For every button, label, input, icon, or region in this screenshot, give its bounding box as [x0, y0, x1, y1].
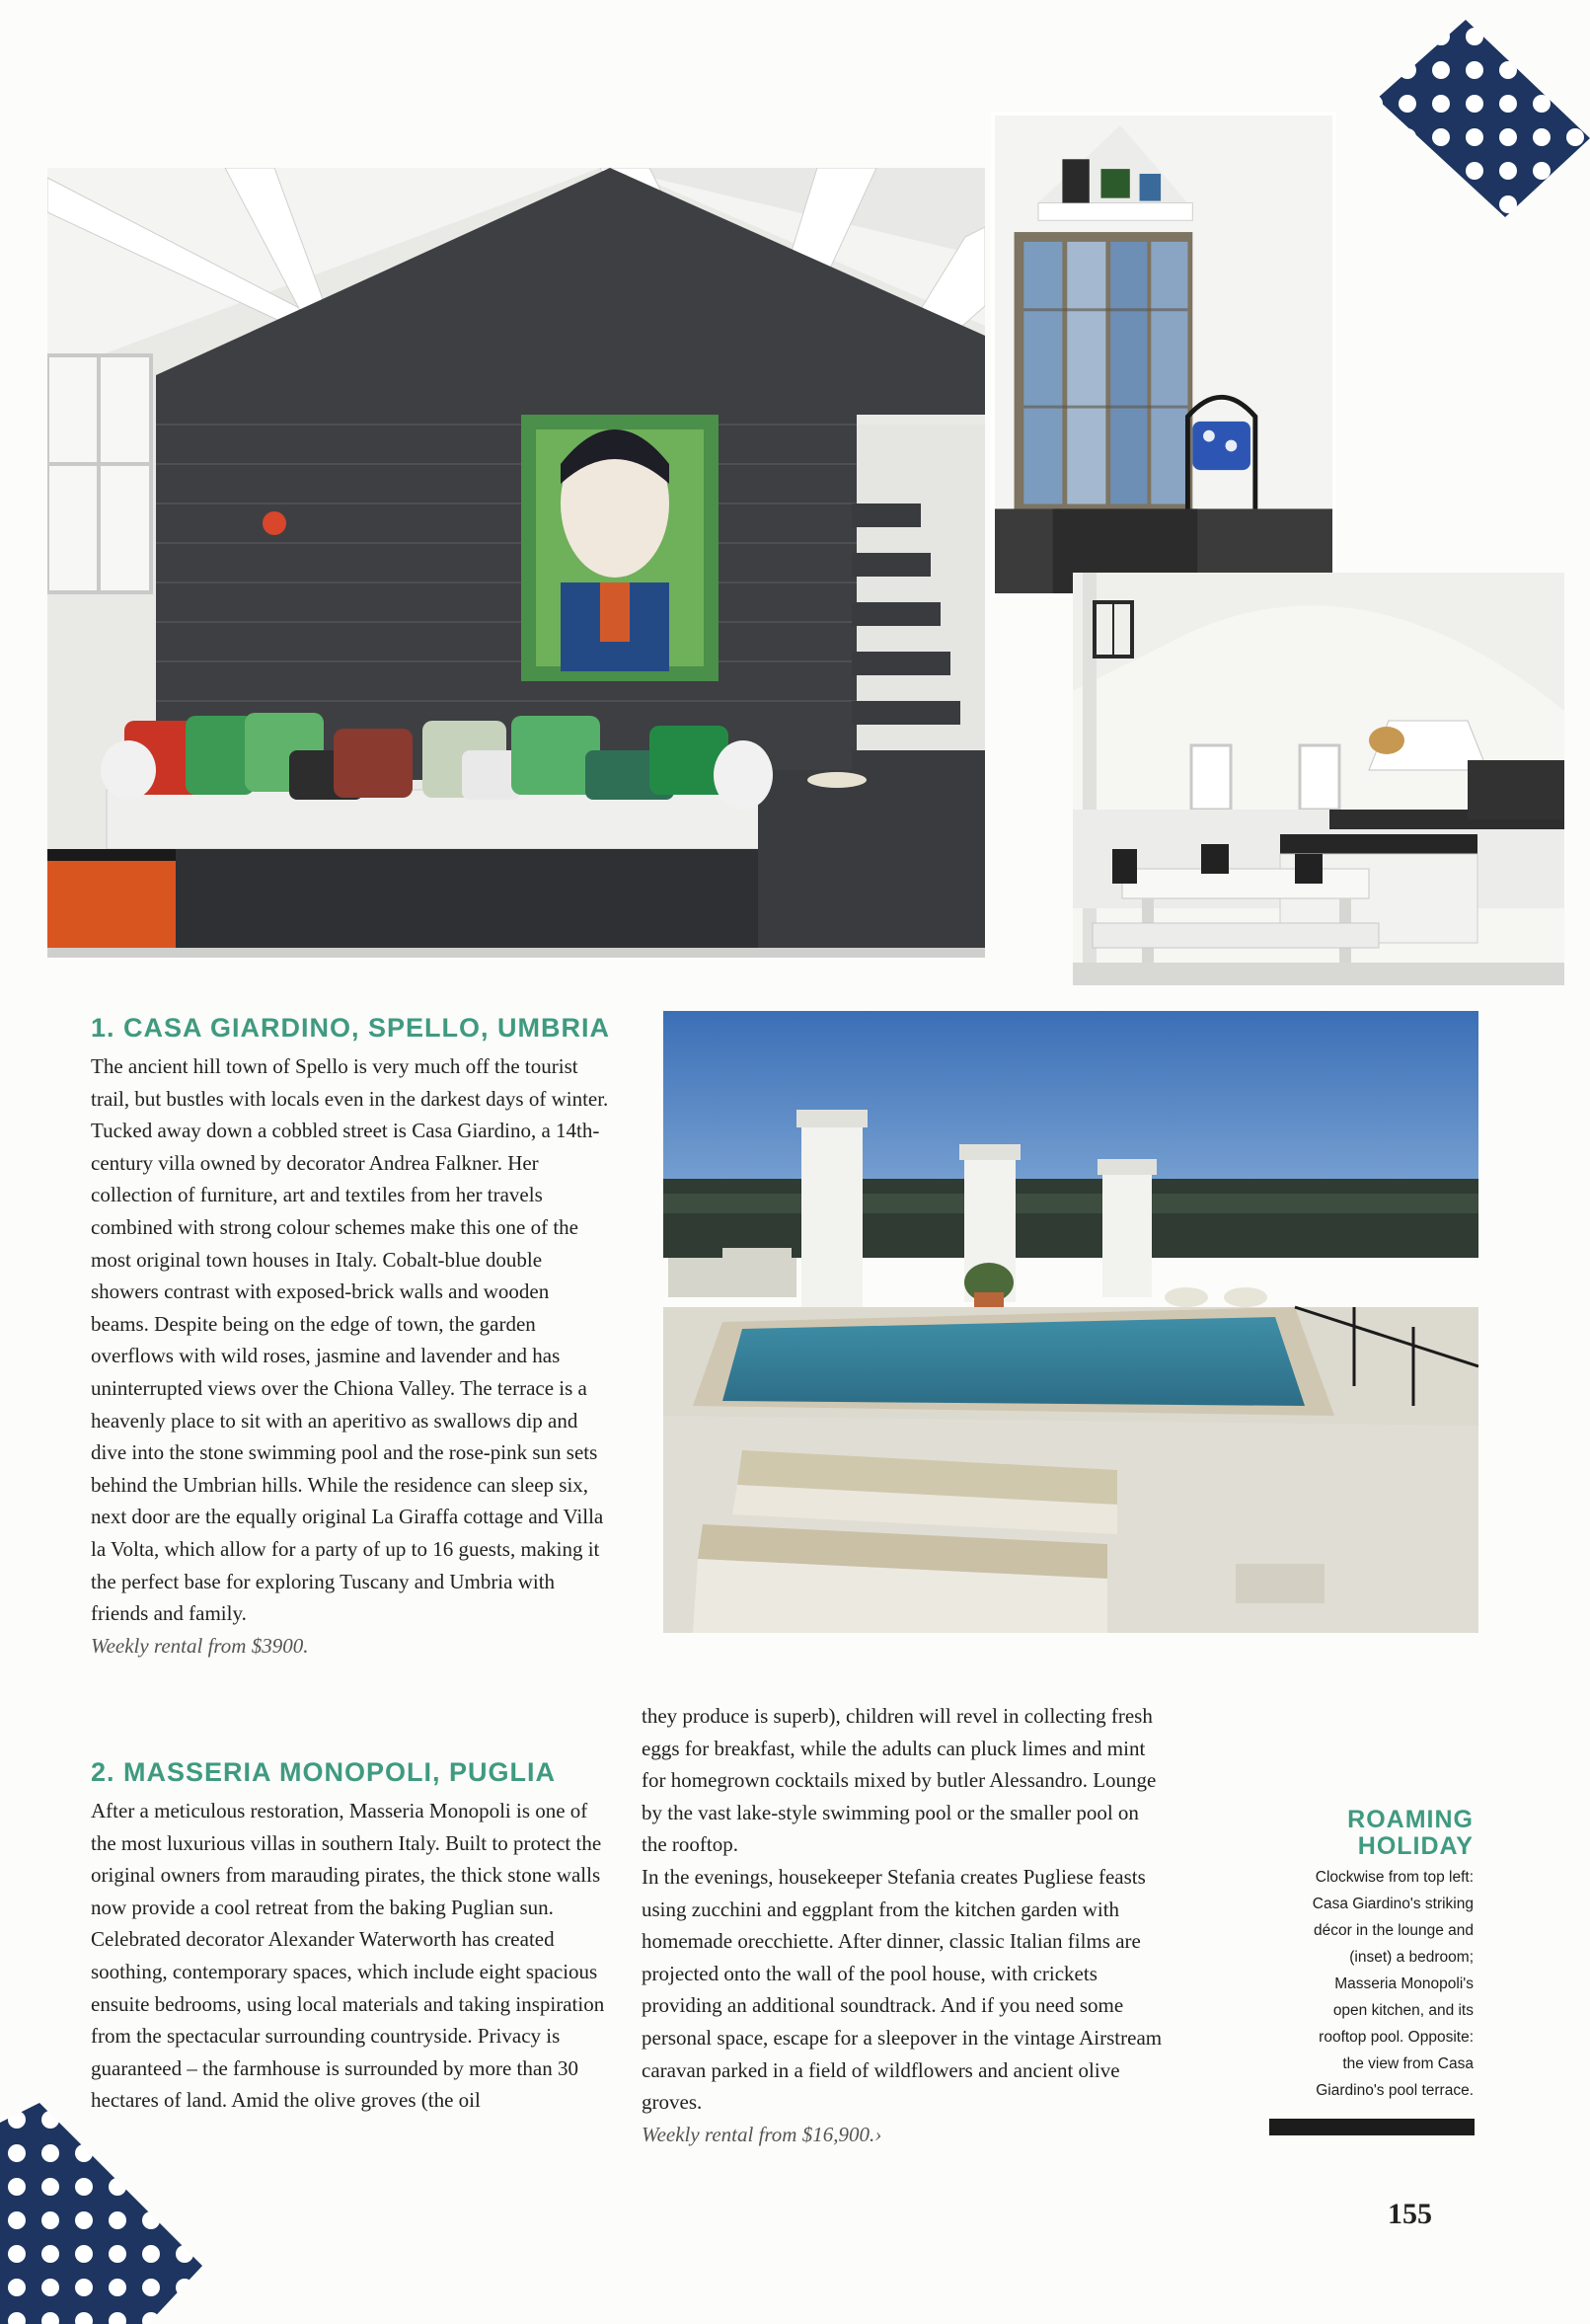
section-body — [91, 1050, 609, 1662]
rooftop-pool-photo — [663, 1011, 1478, 1633]
section-heading: 1. CASA GIARDINO, SPELLO, UMBRIA — [91, 1013, 611, 1043]
section-heading: 2. MASSERIA MONOPOLI, PUGLIA — [91, 1757, 557, 1787]
sidebar-divider-bar — [1269, 2119, 1475, 2135]
bedroom-inset-photo — [991, 112, 1336, 597]
caption-line: open kitchen, and its — [1332, 2002, 1474, 2019]
kitchen-photo — [1073, 573, 1564, 985]
sidebar-title-line: ROAMING — [1347, 1806, 1474, 1833]
caption-line: (inset) a bedroom; — [1349, 1949, 1474, 1966]
section-body — [91, 1795, 609, 2117]
page-number: 155 — [1388, 2198, 1432, 2230]
lounge-photo — [47, 168, 985, 958]
body-paragraph: The ancient hill town of Spello is very much off the tourist trail, but bustles with locals even in the darkest days of winter. Tucked away down a cobbled street is Casa Giardino, a 14th-century villa owned by decorator Andrea Falkner. Her collection of furniture, art and textiles from her travels combined with strong colour schemes make this one of the most original town houses in Italy. Cobalt-blue double showers contrast with exposed-brick walls and wooden beams. Despite being on the edge of town, the garden overflows with wild roses, jasmine and lavender and has uninterrupted views over the Chiona Valley. The terrace is a heavenly place to sit with an aperitivo as swallows dip and dive into the stone swimming pool and the rose-pink sun sets behind the Umbrian hills. While the residence can sleep six, next door are the equally original La Giraffa cottage and Villa la Volta, which allow for a party of up to 16 guests, making it the perfect base for exploring Tuscany and Umbria with friends and family. — [91, 1054, 609, 1626]
polka-dot-tape-bottom-left — [0, 2103, 217, 2324]
caption-line: Giardino's pool terrace. — [1316, 2082, 1474, 2099]
caption-line: décor in the lounge and — [1313, 1922, 1474, 1939]
caption-line: Clockwise from top left: — [1315, 1869, 1474, 1886]
weekly-rental-price: Weekly rental from $3900. — [91, 1633, 309, 1658]
body-paragraph: In the evenings, housekeeper Stefania creates Pugliese feasts using zucchini and eggplant from the kitchen garden with homemade orecchiette. After dinner, classic Italian films are projected onto the wall of the pool house, with crickets providing an additional soundtrack. And if you need some personal space, escape for a sleepover in the vintage Airstream caravan parked in a field of wildflowers and ancient olive groves. — [642, 1864, 1163, 2115]
caption-line: Casa Giardino's striking — [1312, 1896, 1474, 1912]
body-paragraph: they produce is superb), children will revel in collecting fresh eggs for breakfast, while the adults can pluck limes and mint for homegrown cocktails mixed by butler Alessandro. Lounge by the vast lake-style swimming pool or the smaller pool on the rooftop. — [642, 1704, 1157, 1857]
polka-dot-tape-top-right — [1357, 20, 1590, 217]
sidebar-title — [1347, 1807, 1474, 1860]
caption-line: the view from Casa — [1342, 2055, 1474, 2072]
sidebar-title-line: HOLIDAY — [1357, 1832, 1474, 1860]
body-paragraph: After a meticulous restoration, Masseria Monopoli is one of the most luxurious villas in southern Italy. Built to protect the original owners from marauding pirates, the thick stone walls now provide a cool retreat from the baking Puglian sun. Celebrated decorator Alexander Waterworth has created soothing, contemporary spaces, which include eight spacious ensuite bedrooms, using local materials and taking inspiration from the spectacular surrounding countryside. Privacy is guaranteed – the farmhouse is surrounded by more than 30 hectares of land. Amid the olive groves (the oil — [91, 1799, 605, 2113]
caption-line: rooftop pool. Opposite: — [1319, 2029, 1474, 2046]
sidebar-caption — [1244, 1864, 1474, 2104]
section-body-continued — [642, 1700, 1167, 2150]
caption-line: Masseria Monopoli's — [1334, 1975, 1474, 1992]
weekly-rental-price: Weekly rental from $16,900.› — [642, 2122, 882, 2146]
